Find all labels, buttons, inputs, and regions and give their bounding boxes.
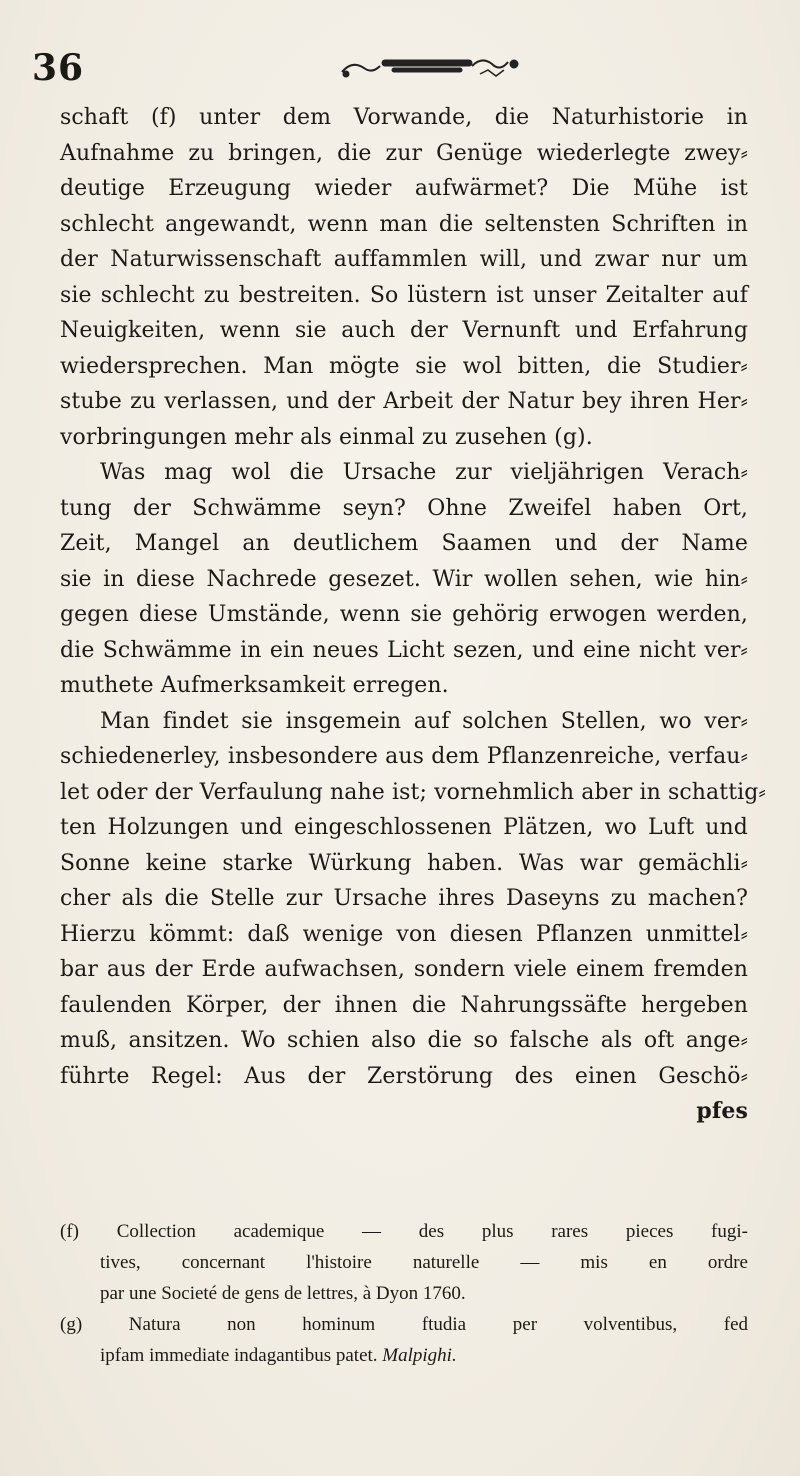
text-line-4: schlecht angewandt, wenn man die seltensten Schriften in — [60, 211, 748, 237]
main-text — [60, 100, 766, 1130]
footnote-g-text: ipfam immediate indagantibus patet. — [100, 1345, 378, 1366]
decorative-vignette-icon — [332, 52, 532, 80]
text-line-20: let oder der Verfaulung nahe ist; vornehmlich aber in schattig⸗ — [60, 779, 766, 805]
text-line-2: Aufnahme zu bringen, die zur Genüge wiederlegte zwey⸗ — [60, 140, 748, 166]
footnote-g-line-1: (g) Natura non hominum ftudia per volventibus, fed — [60, 1314, 748, 1335]
page-number: 36 — [32, 47, 85, 89]
text-line-6: sie schlecht zu bestreiten. So lüstern ist unser Zeitalter auf — [60, 282, 748, 308]
footnote-g-line-2 — [60, 1340, 748, 1371]
footnote-g-author: Malpighi. — [382, 1345, 457, 1366]
page-header — [32, 48, 732, 88]
text-line-14: sie in diese Nachrede gesezet. Wir wollen sehen, wie hin⸗ — [60, 566, 748, 592]
text-line-5: der Naturwissenschaft auffammlen will, und zwar nur um — [60, 247, 748, 272]
text-line-9: stube zu verlassen, und der Arbeit der Natur bey ihren Her⸗ — [60, 389, 748, 414]
text-line-7: Neuigkeiten, wenn sie auch der Vernunft und Erfahrung — [60, 318, 748, 343]
text-line-17: muthete Aufmerksamkeit erregen. — [60, 673, 449, 698]
text-line-19: schiedenerley, insbesondere aus dem Pflanzenreiche, verfau⸗ — [60, 744, 748, 769]
text-line-28: führte Regel: Aus der Zerstörung des einen Geschö⸗ — [60, 1063, 748, 1089]
text-line-11: Was mag wol die Ursache zur vieljährigen Verach⸗ — [100, 460, 748, 485]
text-line-13: Zeit, Mangel an deutlichem Saamen und der Name — [60, 531, 748, 556]
text-line-21: ten Holzungen und eingeschlossenen Plätzen, wo Luft und — [60, 815, 748, 840]
text-line-22: Sonne keine starke Würkung haben. Was war gemächli⸗ — [60, 850, 748, 876]
footnote-f-line-3: par une Societé de gens de lettres, à Dyon 1760. — [100, 1283, 466, 1304]
text-line-26: faulenden Körper, der ihnen die Nahrungssäfte hergeben — [60, 992, 748, 1018]
text-line-24: Hierzu kömmt: daß wenige von diesen Pflanzen unmittel⸗ — [60, 921, 748, 947]
footnotes — [60, 1216, 748, 1371]
text-line-27: muß, ansitzen. Wo schien also die so falsche als oft ange⸗ — [60, 1028, 748, 1053]
text-line-10: vorbringungen mehr als einmal zu zusehen (g). — [60, 424, 593, 450]
footnote-f-line-1: (f) Collection academique — des plus rares pieces fugi- — [60, 1221, 748, 1242]
text-line-15: gegen diese Umstände, wenn sie gehörig erwogen werden, — [60, 602, 748, 627]
footnote-f-line-2: tives, concernant l'histoire naturelle — mis en ordre — [100, 1252, 748, 1273]
text-line-23: cher als die Stelle zur Ursache ihres Daseyns zu machen? — [60, 886, 748, 911]
text-line-16: die Schwämme in ein neues Licht sezen, und eine nicht ver⸗ — [60, 637, 748, 663]
text-line-12: tung der Schwämme seyn? Ohne Zweifel haben Ort, — [60, 495, 748, 521]
text-line-25: bar aus der Erde aufwachsen, sondern viele einem fremden — [60, 957, 748, 982]
text-line-1: schaft (f) unter dem Vorwande, die Naturhistorie in — [60, 105, 748, 130]
text-line-3: deutige Erzeugung wieder aufwärmet? Die Mühe ist — [60, 176, 748, 201]
text-line-8: wiedersprechen. Man mögte sie wol bitten, die Studier⸗ — [60, 353, 748, 379]
text-line-18: Man findet sie insgemein auf solchen Stellen, wo ver⸗ — [100, 708, 748, 734]
catchword: pfes — [696, 1098, 748, 1124]
